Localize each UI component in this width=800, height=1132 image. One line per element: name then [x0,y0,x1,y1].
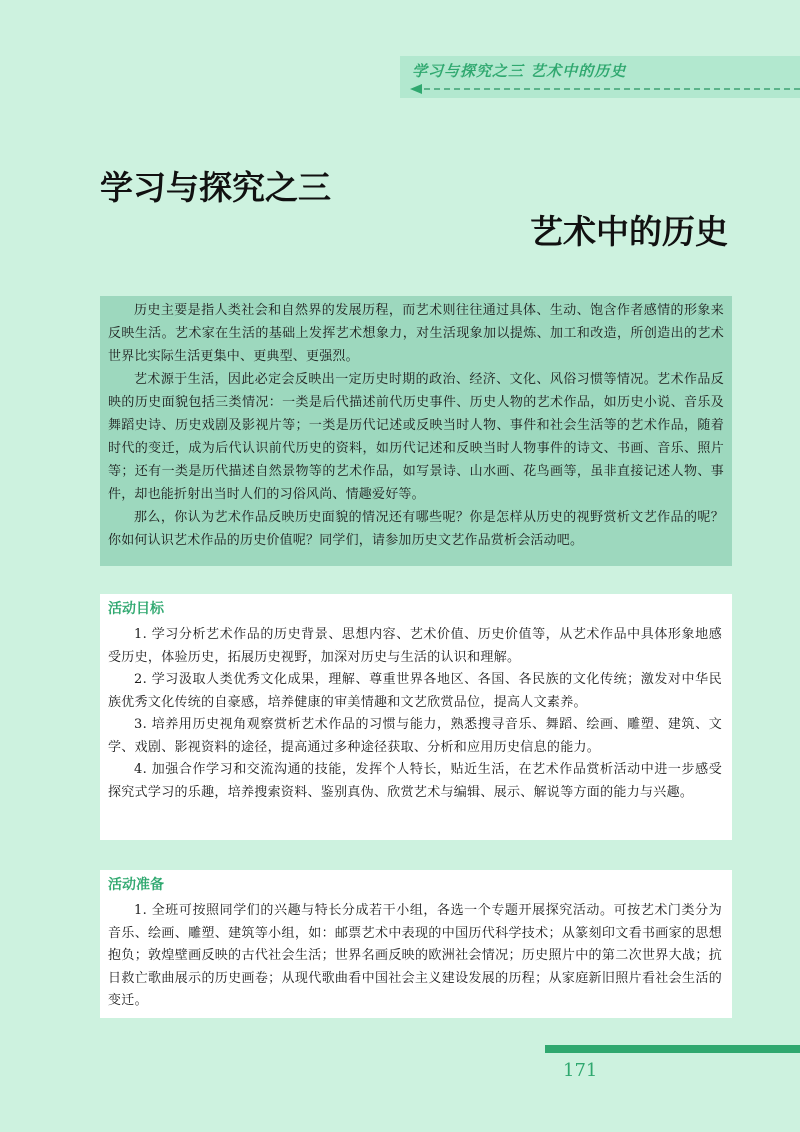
goal-item: 2. 学习汲取人类优秀文化成果，理解、尊重世界各地区、各国、各民族的文化传统；激发对中华民族优秀文化传统的自豪感，培养健康的审美情趣和文艺欣赏品位，提高人文素养。 [108,672,722,710]
activity-goals-card [100,594,732,840]
goal-item: 1. 学习分析艺术作品的历史背景、思想内容、艺术价值、历史价值等，从艺术作品中具体形象地感受历史，体验历史，拓展历史视野，加深对历史与生活的认识和理解。 [108,627,722,665]
activity-goals-heading: 活动目标 [108,601,164,617]
page-number: 171 [563,1060,598,1081]
preparation-item: 1. 全班可按照同学们的兴趣与特长分成若干小组，各选一个专题开展探究活动。可按艺术门类分为音乐、绘画、雕塑、建筑等小组，如：邮票艺术中表现的中国历代科学技术；从篆刻印文看书画家的思想抱负；敦煌壁画反映的古代社会生活；世界名画反映的欧洲社会情况；历史照片中的第二次世界大战；抗日救亡歌曲展示的历史画卷；从现代歌曲看中国社会主义建设发展的历程；从家庭新旧照片看社会生活的变迁。 [108,903,722,1008]
intro-paragraph: 那么，你认为艺术作品反映历史面貌的情况还有哪些呢？你是怎样从历史的视野赏析文艺作品的呢？你如何认识艺术作品的历史价值呢？同学们，请参加历史文艺作品赏析会活动吧。 [108,510,724,548]
page-title-line-1: 学习与探究之三 [100,168,331,207]
intro-paragraph: 艺术源于生活，因此必定会反映出一定历史时期的政治、经济、文化、风俗习惯等情况。艺术作品反映的历史面貌包括三类情况：一类是后代描述前代历史事件、历史人物的艺术作品，如历史小说、音乐及舞蹈史诗、历史戏剧及影视片等；一类是历代记述或反映当时人物、事件和社会生活等的艺术作品，随着时代的变迁，成为后代认识前代历史的资料，如历代记述和反映当时人物事件的诗文、书画、音乐、照片等；还有一类是历代描述自然景物等的艺术作品，如写景诗、山水画、花鸟画等，虽非直接记述人物、事件，却也能折射出当时人们的习俗风尚、情趣爱好等。 [108,372,724,502]
footer-bar [545,1045,800,1053]
intro-paragraph: 历史主要是指人类社会和自然界的发展历程，而艺术则往往通过具体、生动、饱含作者感情的形象来反映生活。艺术家在生活的基础上发挥艺术想象力，对生活现象加以提炼、加工和改造，所创造出的艺术世界比实际生活更集中、更典型、更强烈。 [108,303,724,364]
goal-item: 3. 培养用历史视角观察赏析艺术作品的习惯与能力，熟悉搜寻音乐、舞蹈、绘画、雕塑、建筑、文学、戏剧、影视资料的途径，提高通过多种途径获取、分析和应用历史信息的能力。 [108,717,722,755]
activity-preparation-heading: 活动准备 [108,877,164,893]
running-header-title: 学习与探究之三 艺术中的历史 [412,62,627,80]
page-title-line-2: 艺术中的历史 [530,212,728,251]
intro-box [100,296,732,566]
activity-preparation-card [100,870,732,1018]
header-arrow-icon [410,84,422,94]
goal-item: 4. 加强合作学习和交流沟通的技能，发挥个人特长，贴近生活，在艺术作品赏析活动中进一步感受探究式学习的乐趣，培养搜索资料、鉴别真伪、欣赏艺术与编辑、展示、解说等方面的能力与兴趣。 [108,762,722,800]
header-dashed-rule [414,88,800,90]
